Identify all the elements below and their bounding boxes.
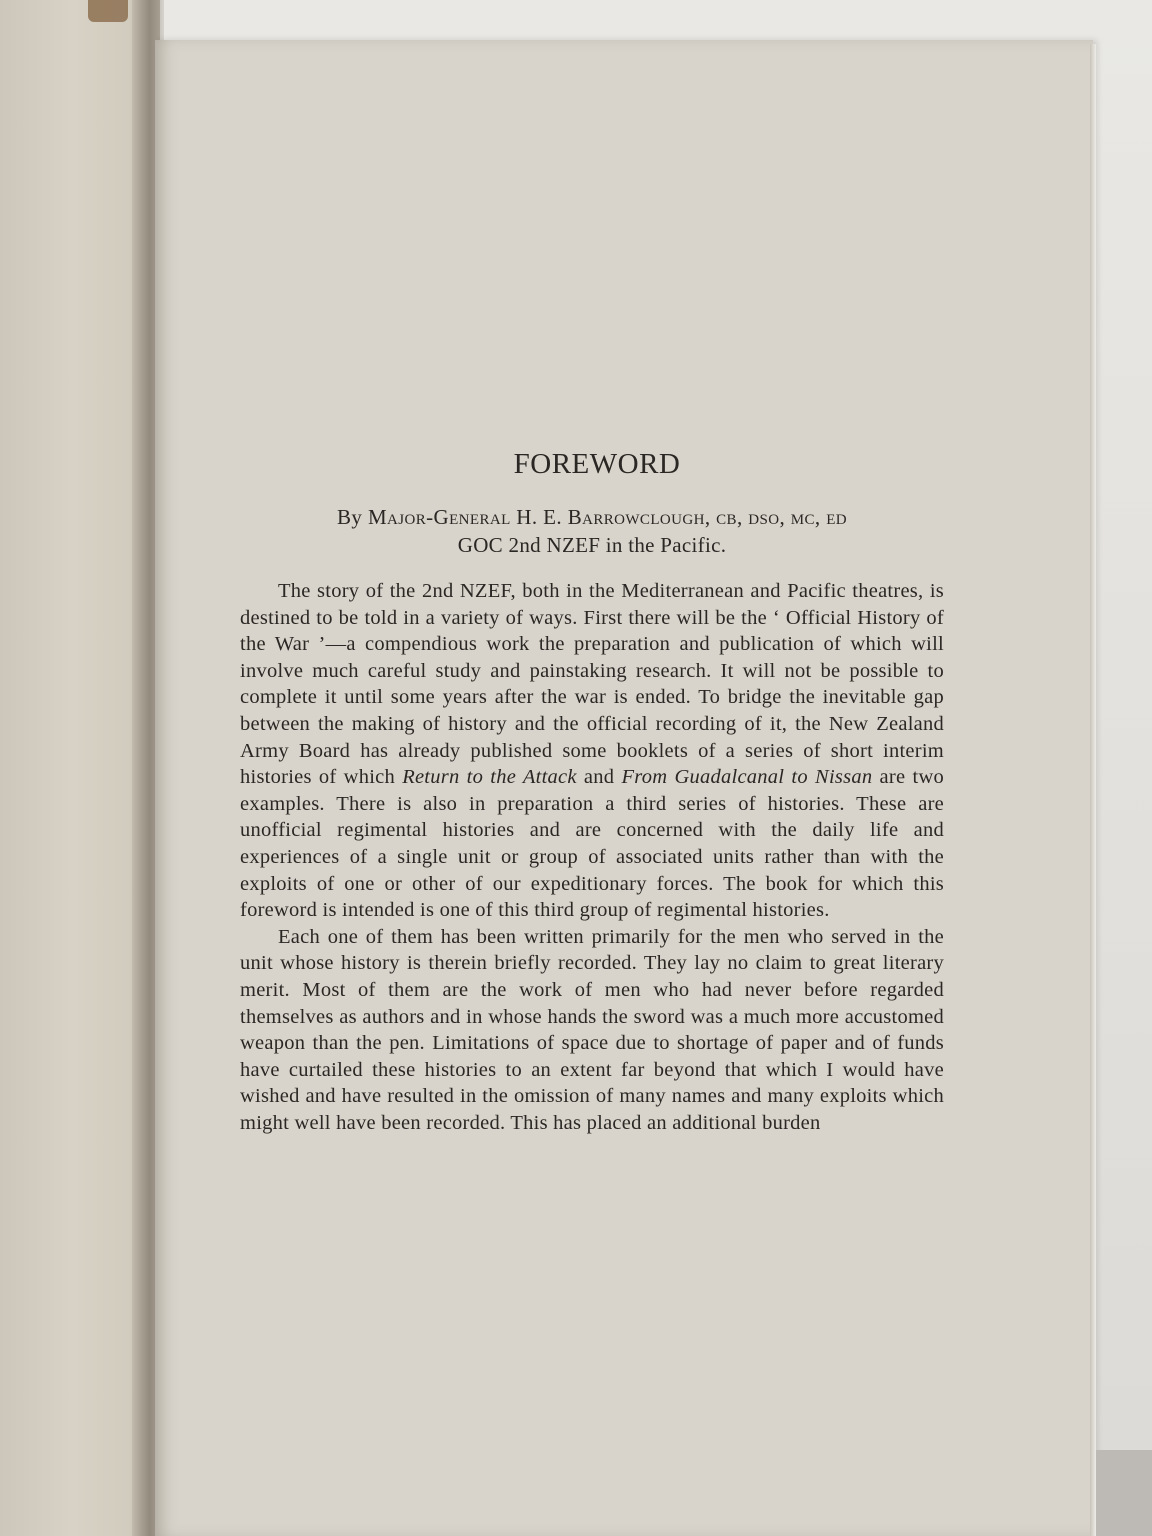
paragraph-1-text-c: are two examples. There is also in preparation a third series of histories. These are unofficial regimental histories and are concerned with the daily life and experiences of a single unit or group of associated units rather than with the exploits of one or other of our expeditionary forces. The book for which this foreword is intended is one of this third group of regimental histories. [240, 766, 945, 922]
paragraph-1-text-a: The story of the 2nd NZEF, both in the Mediterranean and Pacific theatres, is destined to be told in a variety of ways. First there will be the ‘ Official History of the War ’—a compendious work the preparation and publication of which will involve much careful study and painstaking research. It will not be possible to complete it until some years after the war is ended. To bridge the inevitable gap between the making of history and the official recording of it, the New Zealand Army Board has already published some booklets of a series of short interim histories of which [240, 580, 944, 789]
book-title-from-guadalcanal-to-nissan: From Guadalcanal to Nissan [621, 766, 873, 789]
paragraph-2: Each one of them has been written primarily for the men who served in the unit whose history is therein briefly recorded. They lay no claim to great literary merit. Most of them are the work of men who had never before regarded themselves as authors and in whose hands the sword was a much more accustomed weapon than the pen. Limitations of space due to shortage of paper and of funds have curtailed these histories to an extent far beyond that which I would have wished and have resulted in the omission of many names and many exploits which might well have been recorded. This has placed an additional burden [240, 925, 944, 1134]
author-honours: , cb, dso, mc, ed [704, 505, 847, 529]
byline-prefix: By [336, 505, 368, 529]
cover-edge [88, 0, 128, 22]
author-name: Major-General H. E. Barrowclough [367, 505, 705, 529]
paragraph-1 [240, 578, 944, 924]
page-content [240, 440, 944, 1136]
page-title: FOREWORD [513, 448, 681, 480]
page-edge [1090, 44, 1096, 1536]
book-title-return-to-the-attack: Return to the Attack [402, 766, 577, 789]
paragraph-1-text-b: and [576, 766, 622, 789]
table-surface [1096, 1450, 1152, 1536]
author-byline [240, 501, 944, 533]
author-affiliation: GOC 2nd NZEF in the Pacific. [457, 533, 727, 557]
